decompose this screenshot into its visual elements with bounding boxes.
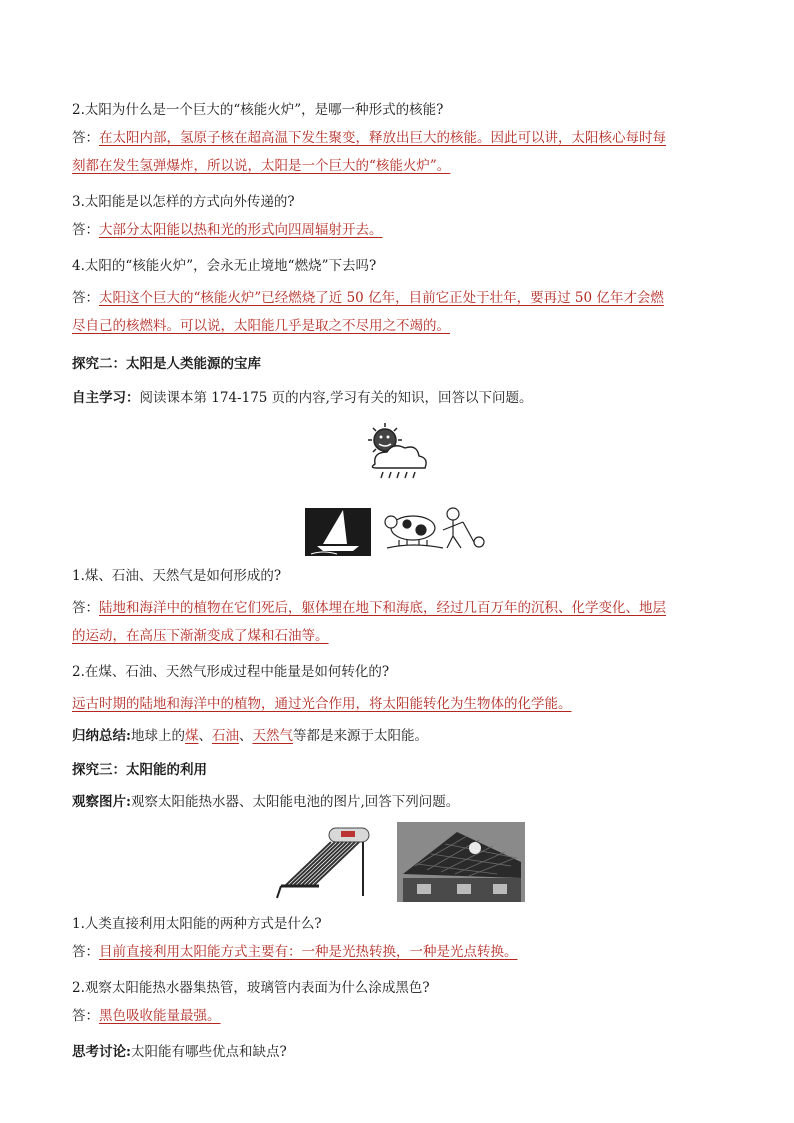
collector-tubes-icon <box>285 842 359 886</box>
sailboat-icon <box>305 508 371 556</box>
answer-4-line2: 尽自己的核燃料。可以说，太阳能几乎是取之不尽用之不竭的。 <box>72 318 450 334</box>
sun-energy-illustration <box>72 418 724 558</box>
answer-label: 答： <box>72 222 99 238</box>
summary-text-after: 等都是来源于太阳能。 <box>292 728 428 744</box>
question-4: 4.太阳的“核能火炉”，会永无止境地“燃烧”下去吗? <box>72 258 377 274</box>
question-2: 2.太阳为什么是一个巨大的“核能火炉”，是哪一种形式的核能? <box>72 102 444 118</box>
question-3: 3.太阳能是以怎样的方式向外传递的? <box>72 194 295 210</box>
answer-4 <box>72 284 724 340</box>
answer-3 <box>72 216 724 244</box>
solar-water-heater-image <box>271 822 371 902</box>
s3-answer-1-text: 目前直接利用太阳能方式主要有：一种是光热转换，一种是光点转换。 <box>99 944 518 960</box>
discussion <box>72 1038 724 1066</box>
s2-question-1: 1.煤、石油、天然气是如何形成的? <box>72 568 282 584</box>
answer-label: 答： <box>72 130 99 146</box>
s3-answer-1 <box>72 938 724 966</box>
s3-question-2: 2.观察太阳能热水器集热管，玻璃管内表面为什么涂成黑色? <box>72 980 430 996</box>
answer-label: 答： <box>72 290 99 306</box>
observe-text: 观察太阳能热水器、太阳能电池的图片,回答下列问题。 <box>130 794 460 810</box>
discussion-label: 思考讨论: <box>72 1044 131 1060</box>
summary <box>72 722 724 750</box>
s3-question-1: 1.人类直接利用太阳能的两种方式是什么? <box>72 916 322 932</box>
summary-item-oil: 石油 <box>211 728 239 744</box>
s2-answer-1 <box>72 594 724 650</box>
s3-answer-2 <box>72 1002 724 1030</box>
self-study <box>72 384 724 412</box>
solar-images <box>72 822 724 908</box>
discussion-text: 太阳能有哪些优点和缺点? <box>130 1044 287 1060</box>
summary-item-coal: 煤 <box>184 728 199 744</box>
s2-answer-2-text: 远古时期的陆地和海洋中的植物，通过光合作用，将太阳能转化为生物体的化学能。 <box>72 696 572 712</box>
answer-4-line1: 太阳这个巨大的“核能火炉”已经燃烧了近 50 亿年，目前它正处于壮年，要再过 50 亿年才会燃 <box>99 290 664 306</box>
s2-answer-2 <box>72 690 724 718</box>
summary-label: 归纳总结: <box>72 728 131 744</box>
self-study-text: 阅读课本第 174-175 页的内容,学习有关的知识，回答以下问题。 <box>139 390 533 406</box>
document-page <box>72 96 724 1066</box>
answer-label: 答： <box>72 944 99 960</box>
answer-label: 答： <box>72 600 99 616</box>
s2-answer-1-line1: 陆地和海洋中的植物在它们死后，躯体埋在地下和海底，经过几百万年的沉积、化学变化、地层 <box>99 600 666 616</box>
summary-item-gas: 天然气 <box>252 728 293 744</box>
self-study-label: 自主学习： <box>72 390 140 406</box>
answer-3-text: 大部分太阳能以热和光的形式向四周辐射开去。 <box>99 222 383 238</box>
s2-answer-1-line2: 的运动，在高压下渐渐变成了煤和石油等。 <box>72 628 329 644</box>
answer-2 <box>72 124 724 180</box>
cow-farmer-icon <box>385 508 484 548</box>
summary-text-before: 地球上的 <box>130 728 185 744</box>
answer-2-line2: 刻都在发生氢弹爆炸，所以说，太阳是一个巨大的“核能火炉”。 <box>72 158 451 174</box>
s3-answer-2-text: 黑色吸收能量最强。 <box>99 1008 221 1024</box>
sun-cloud-sail-illustration <box>303 418 493 558</box>
section-2-heading: 探究二：太阳是人类能源的宝库 <box>72 356 261 372</box>
observe <box>72 788 724 816</box>
solar-panel-roof-image <box>397 822 525 902</box>
section-3-heading: 探究三：太阳能的利用 <box>72 762 207 778</box>
answer-label: 答： <box>72 1008 99 1024</box>
s2-question-2: 2.在煤、石油、天然气形成过程中能量是如何转化的? <box>72 664 390 680</box>
summary-sep-2: 、 <box>238 728 253 744</box>
summary-sep-1: 、 <box>198 728 212 744</box>
answer-2-line1: 在太阳内部，氢原子核在超高温下发生聚变，释放出巨大的核能。因此可以讲，太阳核心每时每 <box>99 130 666 146</box>
observe-label: 观察图片: <box>72 794 131 810</box>
